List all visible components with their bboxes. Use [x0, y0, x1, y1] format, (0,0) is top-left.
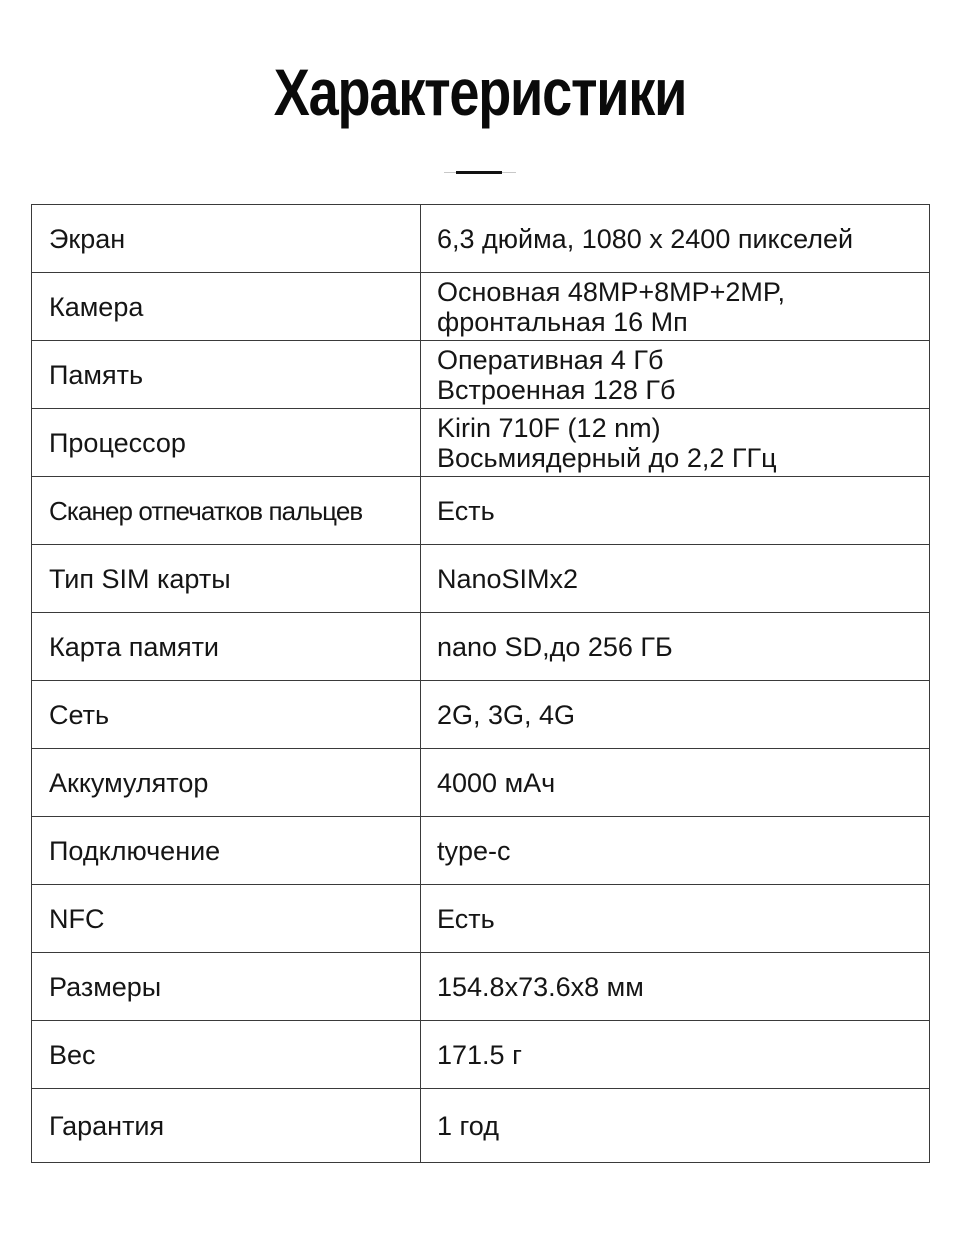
page-title: Характеристики: [273, 55, 687, 129]
spec-value: [421, 409, 930, 477]
spec-value-line: nano SD,до 256 ГБ: [437, 631, 673, 662]
spec-value: [421, 749, 930, 817]
spec-row-fingerprint: [32, 477, 930, 545]
spec-label: Камера: [32, 273, 421, 341]
spec-table: [31, 204, 930, 1163]
spec-value-line: NanoSIMx2: [437, 563, 579, 594]
spec-value-line: 2G, 3G, 4G: [437, 699, 576, 730]
spec-value-line: Встроенная 128 Гб: [437, 374, 676, 405]
spec-value: [421, 545, 930, 613]
spec-value-line: Есть: [437, 495, 495, 526]
spec-value: [421, 477, 930, 545]
spec-label: NFC: [32, 885, 421, 953]
spec-value-line: Kirin 710F (12 nm): [437, 412, 661, 443]
spec-row-sim: [32, 545, 930, 613]
spec-value: [421, 1021, 930, 1089]
spec-label: Процессор: [32, 409, 421, 477]
spec-row-battery: [32, 749, 930, 817]
spec-value-line: 1 год: [437, 1110, 499, 1141]
spec-value-line: 154.8x73.6x8 мм: [437, 971, 644, 1002]
spec-label: Вес: [32, 1021, 421, 1089]
spec-value-line: Оперативная 4 Гб: [437, 344, 664, 375]
spec-row-memory: [32, 341, 930, 409]
spec-row-network: [32, 681, 930, 749]
spec-row-dimensions: [32, 953, 930, 1021]
spec-label: Размеры: [32, 953, 421, 1021]
spec-value: [421, 817, 930, 885]
spec-value: [421, 885, 930, 953]
spec-row-nfc: [32, 885, 930, 953]
spec-value-line: фронтальная 16 Мп: [437, 306, 688, 337]
spec-value-line: 4000 мАч: [437, 767, 556, 798]
spec-value-line: type-c: [437, 835, 511, 866]
spec-row-screen: [32, 205, 930, 273]
spec-value: [421, 953, 930, 1021]
spec-label: Аккумулятор: [32, 749, 421, 817]
spec-label: Память: [32, 341, 421, 409]
spec-row-connection: [32, 817, 930, 885]
spec-label: Экран: [32, 205, 421, 273]
spec-label: Сеть: [32, 681, 421, 749]
spec-value-line: 171.5 г: [437, 1039, 522, 1070]
spec-value-line: Есть: [437, 903, 495, 934]
spec-value: [421, 273, 930, 341]
spec-value-line: Восьмиядерный до 2,2 ГГц: [437, 442, 777, 473]
spec-row-memory-card: [32, 613, 930, 681]
spec-row-processor: [32, 409, 930, 477]
spec-row-warranty: [32, 1089, 930, 1163]
spec-value: [421, 205, 930, 273]
spec-value-line: 6,3 дюйма, 1080 x 2400 пикселей: [437, 223, 854, 254]
spec-label: Тип SIM карты: [32, 545, 421, 613]
spec-row-camera: [32, 273, 930, 341]
spec-label: Карта памяти: [32, 613, 421, 681]
spec-row-weight: [32, 1021, 930, 1089]
spec-value: [421, 613, 930, 681]
title-divider-accent: [456, 171, 502, 174]
spec-label: Подключение: [32, 817, 421, 885]
spec-value: [421, 341, 930, 409]
spec-value: [421, 1089, 930, 1163]
spec-value-line: Основная 48MP+8MP+2MP,: [437, 276, 785, 307]
spec-value: [421, 681, 930, 749]
spec-label: Сканер отпечатков пальцев: [32, 477, 421, 545]
spec-label: Гарантия: [32, 1089, 421, 1163]
